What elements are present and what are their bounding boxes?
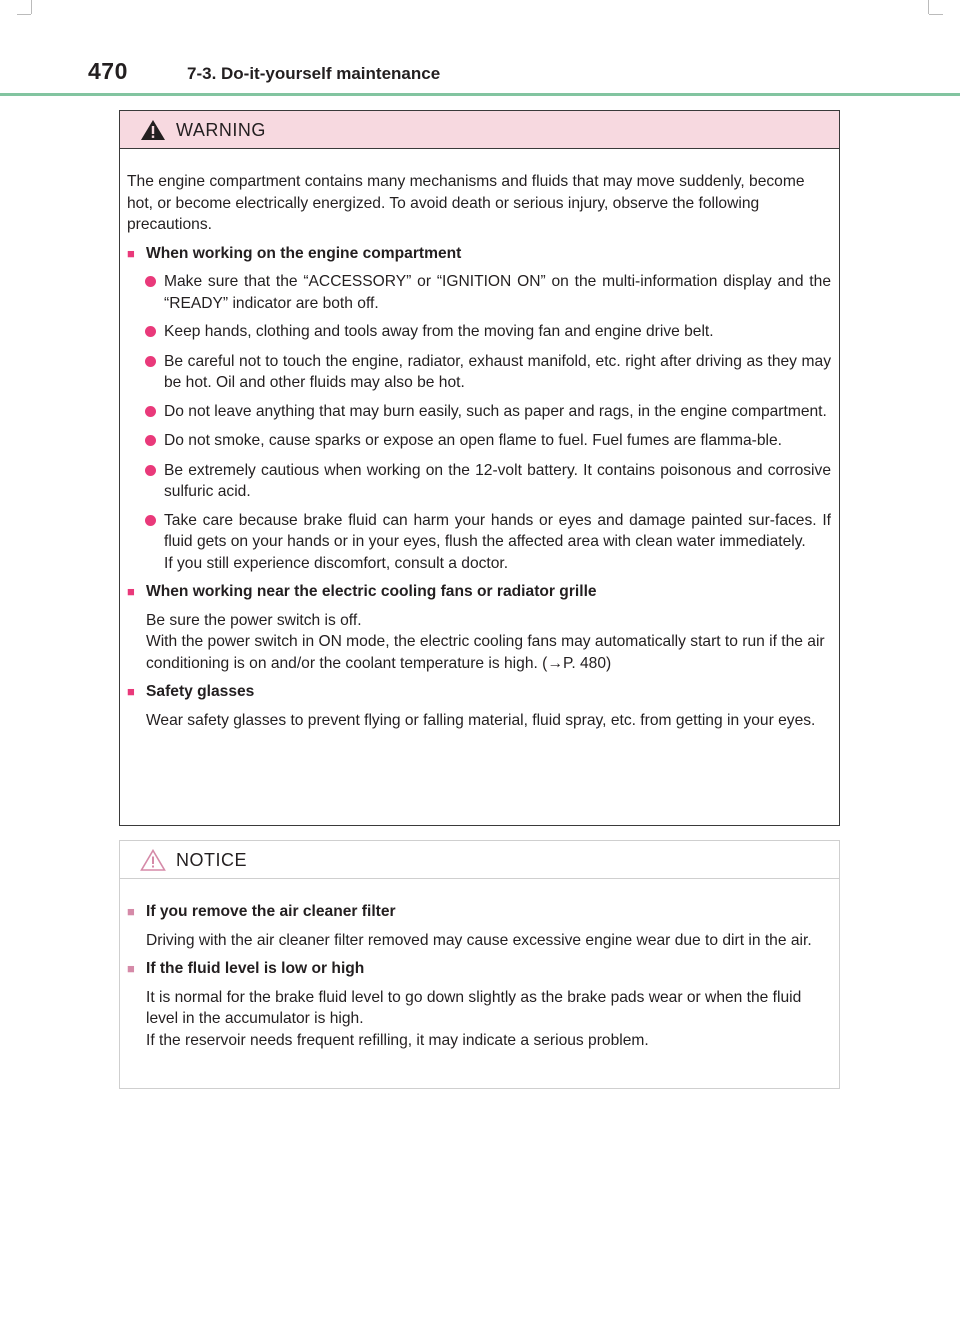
bullet-icon: [145, 430, 164, 453]
warning-box: [119, 110, 840, 826]
page-number: 470: [88, 58, 128, 84]
heading-text: Safety glasses: [146, 683, 255, 700]
list-item-text: Do not smoke, cause sparks or expose an open flame to fuel. Fuel fumes are flamma-ble.: [164, 432, 782, 449]
notice-title: NOTICE: [176, 850, 248, 870]
section-text: [146, 710, 831, 732]
list-item-text: Do not leave anything that may burn easily, such as paper and rags, in the engine compartment.: [164, 402, 827, 420]
warning-body: [120, 149, 839, 731]
crop-mark: [31, 0, 32, 14]
list-item: [145, 351, 831, 394]
square-marker-icon: ■: [127, 684, 135, 699]
section-text: [146, 987, 831, 1052]
heading-text: If you remove the air cleaner filter: [146, 903, 396, 920]
section-heading: [127, 581, 831, 603]
square-marker-icon: ■: [127, 584, 135, 599]
warning-intro: The engine compartment contains many mechanisms and fluids that may move suddenly, become hot, or become electrically energized. To avoid death or serious injury, observe the following precautions.: [127, 173, 805, 233]
text-line: It is normal for the brake fluid level to go down slightly as the brake pads wear or when the fluid level in the accumulator is high.: [146, 988, 802, 1027]
list-item-line: If you still experience discomfort, consult a doctor.: [164, 554, 509, 572]
square-marker-icon: ■: [127, 904, 135, 919]
warning-header: [120, 111, 839, 149]
page-header: [0, 52, 960, 96]
square-marker-icon: ■: [127, 245, 135, 261]
list-item-text: Be careful not to touch the engine, radiator, exhaust manifold, etc. right after driving as they may be hot. Oil and other fluids may also be hot.: [164, 352, 831, 391]
section-heading: [127, 681, 831, 703]
notice-body: [120, 879, 839, 1051]
list-item-text: Keep hands, clothing and tools away from the moving fan and engine drive belt.: [164, 323, 714, 340]
list-item: [145, 401, 831, 424]
list-item: [145, 321, 831, 344]
bullet-icon: [145, 510, 164, 575]
list-item: [145, 430, 831, 453]
text-line: Be sure the power switch is off.: [146, 611, 362, 629]
bullet-icon: [145, 321, 164, 344]
section-heading: [127, 958, 831, 980]
list-item-text: [164, 510, 831, 575]
notice-header: [120, 841, 839, 879]
list-item: [145, 510, 831, 575]
section-title: 7-3. Do-it-yourself maintenance: [187, 64, 441, 83]
text-line: Wear safety glasses to prevent flying or falling material, fluid spray, etc. from getting in your eyes.: [146, 711, 816, 729]
list-item: [145, 271, 831, 314]
crop-mark: [929, 14, 943, 15]
text-line: Driving with the air cleaner filter removed may cause excessive engine wear due to dirt in the air.: [146, 931, 812, 949]
section-text: [146, 610, 831, 675]
square-marker-icon: ■: [127, 961, 135, 976]
heading-text: When working near the electric cooling fans or radiator grille: [146, 583, 597, 600]
list-item: [145, 460, 831, 503]
section-heading: [127, 901, 831, 923]
notice-box: [119, 840, 840, 1089]
bullet-icon: [145, 460, 164, 503]
heading-text: When working on the engine compartment: [146, 244, 462, 262]
section-text: [146, 930, 831, 952]
crop-mark: [17, 14, 31, 15]
bullet-icon: [145, 401, 164, 424]
bullet-icon: [145, 351, 164, 394]
notice-triangle-icon: [140, 849, 166, 871]
list-item-text: Make sure that the “ACCESSORY” or “IGNITION ON” on the multi-information display and the “READY” indicator are both off.: [164, 273, 831, 312]
warning-triangle-icon: [140, 119, 166, 141]
header-rule: [0, 93, 960, 96]
list-item-line: Take care because brake fluid can harm your hands or eyes and damage painted sur-faces. If fluid gets on your hands or in your eyes, flush the affected area with clean water immediately.: [164, 511, 831, 550]
text-line: With the power switch in ON mode, the electric cooling fans may automatically start to run if the air conditioning is on and/or the coolant temperature is high. (→P. 480): [146, 633, 825, 672]
text-line: If the reservoir needs frequent refilling, it may indicate a serious problem.: [146, 1031, 649, 1049]
bullet-icon: [145, 271, 164, 314]
crop-mark: [928, 0, 929, 14]
list-item-text: Be extremely cautious when working on the 12-volt battery. It contains poisonous and corrosive sulfuric acid.: [164, 461, 831, 500]
warning-title: WARNING: [176, 120, 266, 140]
heading-text: If the fluid level is low or high: [146, 960, 365, 977]
section-heading: [127, 243, 831, 265]
